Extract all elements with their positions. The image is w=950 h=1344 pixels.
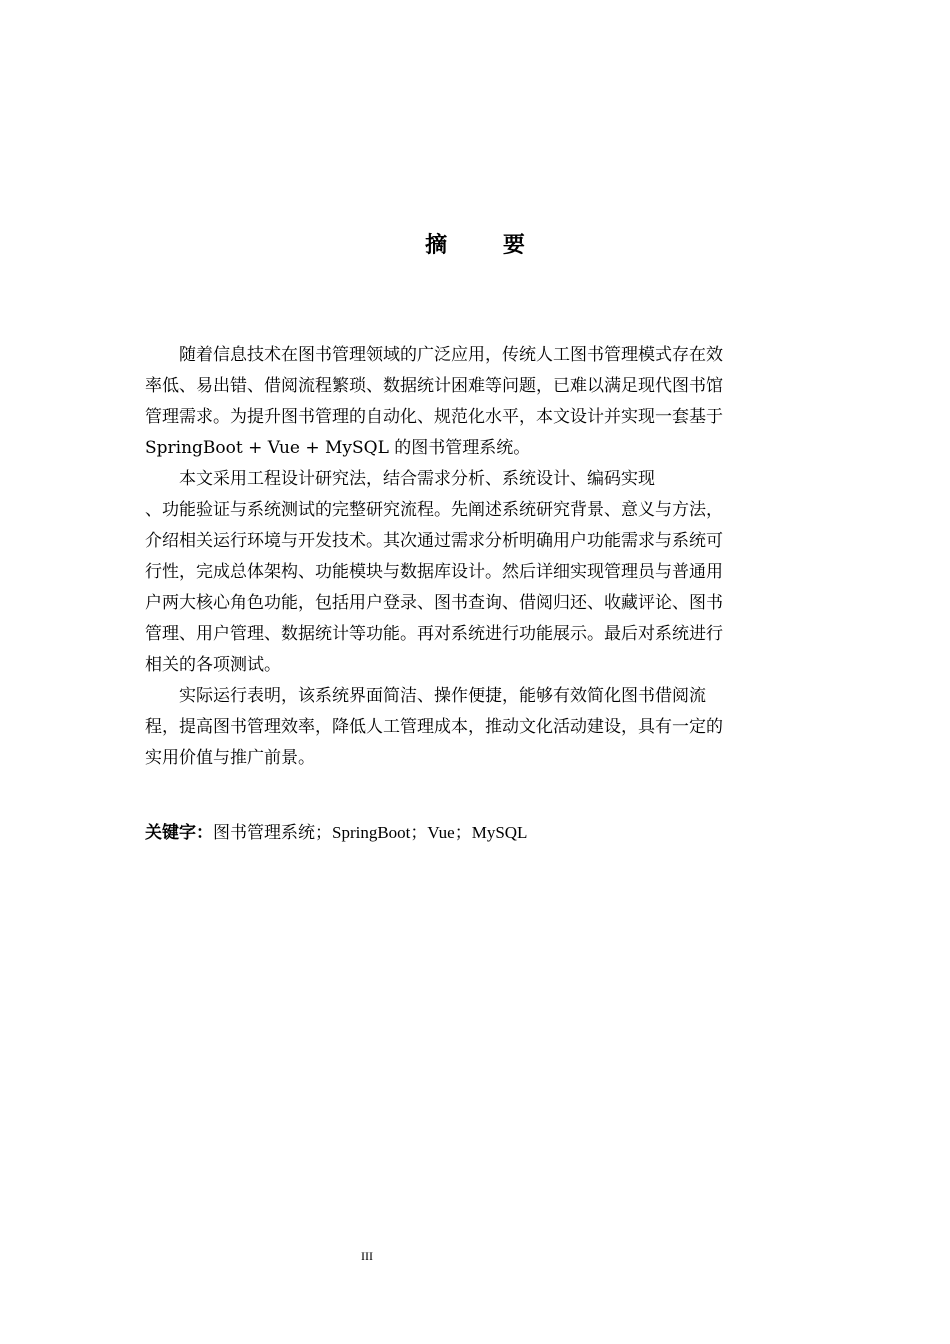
- paragraph-line: 实用价值与推广前景。: [145, 748, 315, 768]
- paragraph-1: [145, 340, 797, 464]
- keywords-label: 关键字：: [145, 823, 213, 843]
- paragraph-line: 、功能验证与系统测试的完整研究流程。先阐述系统研究背景、意义与方法，: [145, 500, 723, 520]
- abstract-title: 摘 要: [425, 233, 549, 258]
- paragraph-line: 随着信息技术在图书管理领域的广泛应用，传统人工图书管理模式存在效: [179, 345, 723, 365]
- paragraph-line: 相关的各项测试。: [145, 655, 281, 675]
- paragraph-line: 行性，完成总体架构、功能模块与数据库设计。然后详细实现管理员与普通用: [145, 562, 723, 582]
- paragraph-line: 本文采用工程设计研究法，结合需求分析、系统设计、编码实现: [179, 469, 655, 489]
- paragraph-line: 介绍相关运行环境与开发技术。其次通过需求分析明确用户功能需求与系统可: [145, 531, 723, 551]
- paragraph-line: 管理、用户管理、数据统计等功能。再对系统进行功能展示。最后对系统进行: [145, 624, 723, 644]
- keywords-line: [145, 818, 805, 848]
- abstract-body: [145, 340, 797, 774]
- paragraph-line: 户两大核心角色功能，包括用户登录、图书查询、借阅归还、收藏评论、图书: [145, 593, 723, 613]
- paragraph-3: [145, 681, 797, 774]
- paragraph-line: SpringBoot + Vue + MySQL 的图书管理系统。: [145, 438, 531, 458]
- paragraph-2: [145, 464, 797, 681]
- paragraph-line: 管理需求。为提升图书管理的自动化、规范化水平，本文设计并实现一套基于: [145, 407, 723, 427]
- paragraph-line: 程，提高图书管理效率，降低人工管理成本，推动文化活动建设，具有一定的: [145, 717, 723, 737]
- paragraph-line: 率低、易出错、借阅流程繁琐、数据统计困难等问题，已难以满足现代图书馆: [145, 376, 723, 396]
- paragraph-line: 实际运行表明，该系统界面简洁、操作便捷，能够有效简化图书借阅流: [179, 686, 706, 706]
- page-number: III: [361, 1249, 373, 1263]
- keywords-value: 图书管理系统；SpringBoot；Vue；MySQL: [213, 823, 528, 842]
